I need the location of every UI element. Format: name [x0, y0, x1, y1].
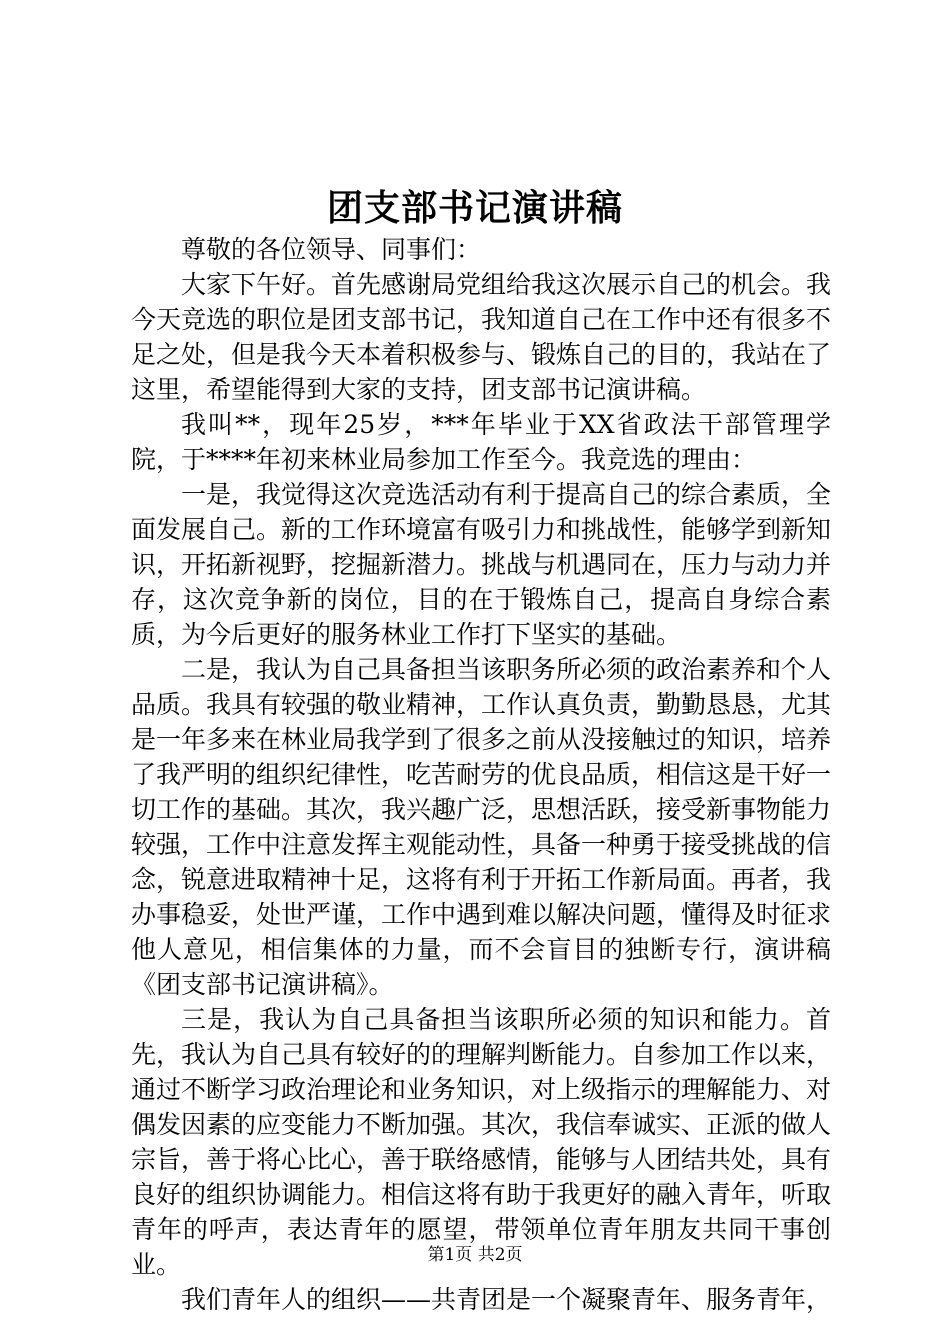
document-title: 团支部书记演讲稿 [326, 187, 623, 229]
document-body [131, 232, 831, 1317]
paragraph: 我们青年人的组织——共青团是一个凝聚青年、服务青年， [181, 1285, 832, 1314]
page-number-footer: 第1页 共2页 [427, 1245, 523, 1265]
paragraph: 一是，我觉得这次竞选活动有利于提高自己的综合素质，全面发展自己。新的工作环境富有吸引力和挑战性，能够学到新知识，开拓新视野，挖掘新潜力。挑战与机遇同在，压力与动力并存，这次竞争新的岗位，目的在于锻炼自己，提高自身综合素质，为今后更好的服务林业工作打下坚实的基础。 [131, 480, 832, 649]
paragraph: 三是，我认为自己具备担当该职所必须的知识和能力。首先，我认为自己具有较好的的理解判断能力。自参加工作以来，通过不断学习政治理论和业务知识，对上级指示的理解能力、对偶发因素的应变能力不断加强。其次，我信奉诚实、正派的做人宗旨，善于将心比心，善于联络感情，能够与人团结共处，具有良好的组织协调能力。相信这将有助于我更好的融入青年，听取青年的呼声，表达青年的愿望，带领单位青年朋友共同干事创业。 [131, 1005, 832, 1279]
paragraph: 我叫**，现年25岁，***年毕业于XX省政法干部管理学院，于****年初来林业局参加工作至今。我竞选的理由： [131, 410, 831, 474]
paragraph-salutation: 尊敬的各位领导、同事们： [181, 235, 482, 264]
paragraph: 二是，我认为自己具备担当该职务所必须的政治素养和个人品质。我具有较强的敬业精神，工作认真负责，勤勤恳恳，尤其是一年多来在林业局我学到了很多之前从没接触过的知识，培养了我严明的组织纪律性，吃苦耐劳的优良品质，相信这是干好一切工作的基础。其次，我兴趣广泛，思想活跃，接受新事物能力较强，工作中注意发挥主观能动性，具备一种勇于接受挑战的信念，锐意进取精神十足，这将有利于开拓工作新局面。再者，我办事稳妥，处世严谨，工作中遇到难以解决问题，懂得及时征求他人意见，相信集体的力量，而不会盲目的独断专行，演讲稿《团支部书记演讲稿》。 [131, 655, 832, 999]
paragraph: 大家下午好。首先感谢局党组给我这次展示自己的机会。我今天竞选的职位是团支部书记，我知道自己在工作中还有很多不足之处，但是我今天本着积极参与、锻炼自己的目的，我站在了这里，希望能得到大家的支持，团支部书记演讲稿。 [131, 270, 832, 404]
